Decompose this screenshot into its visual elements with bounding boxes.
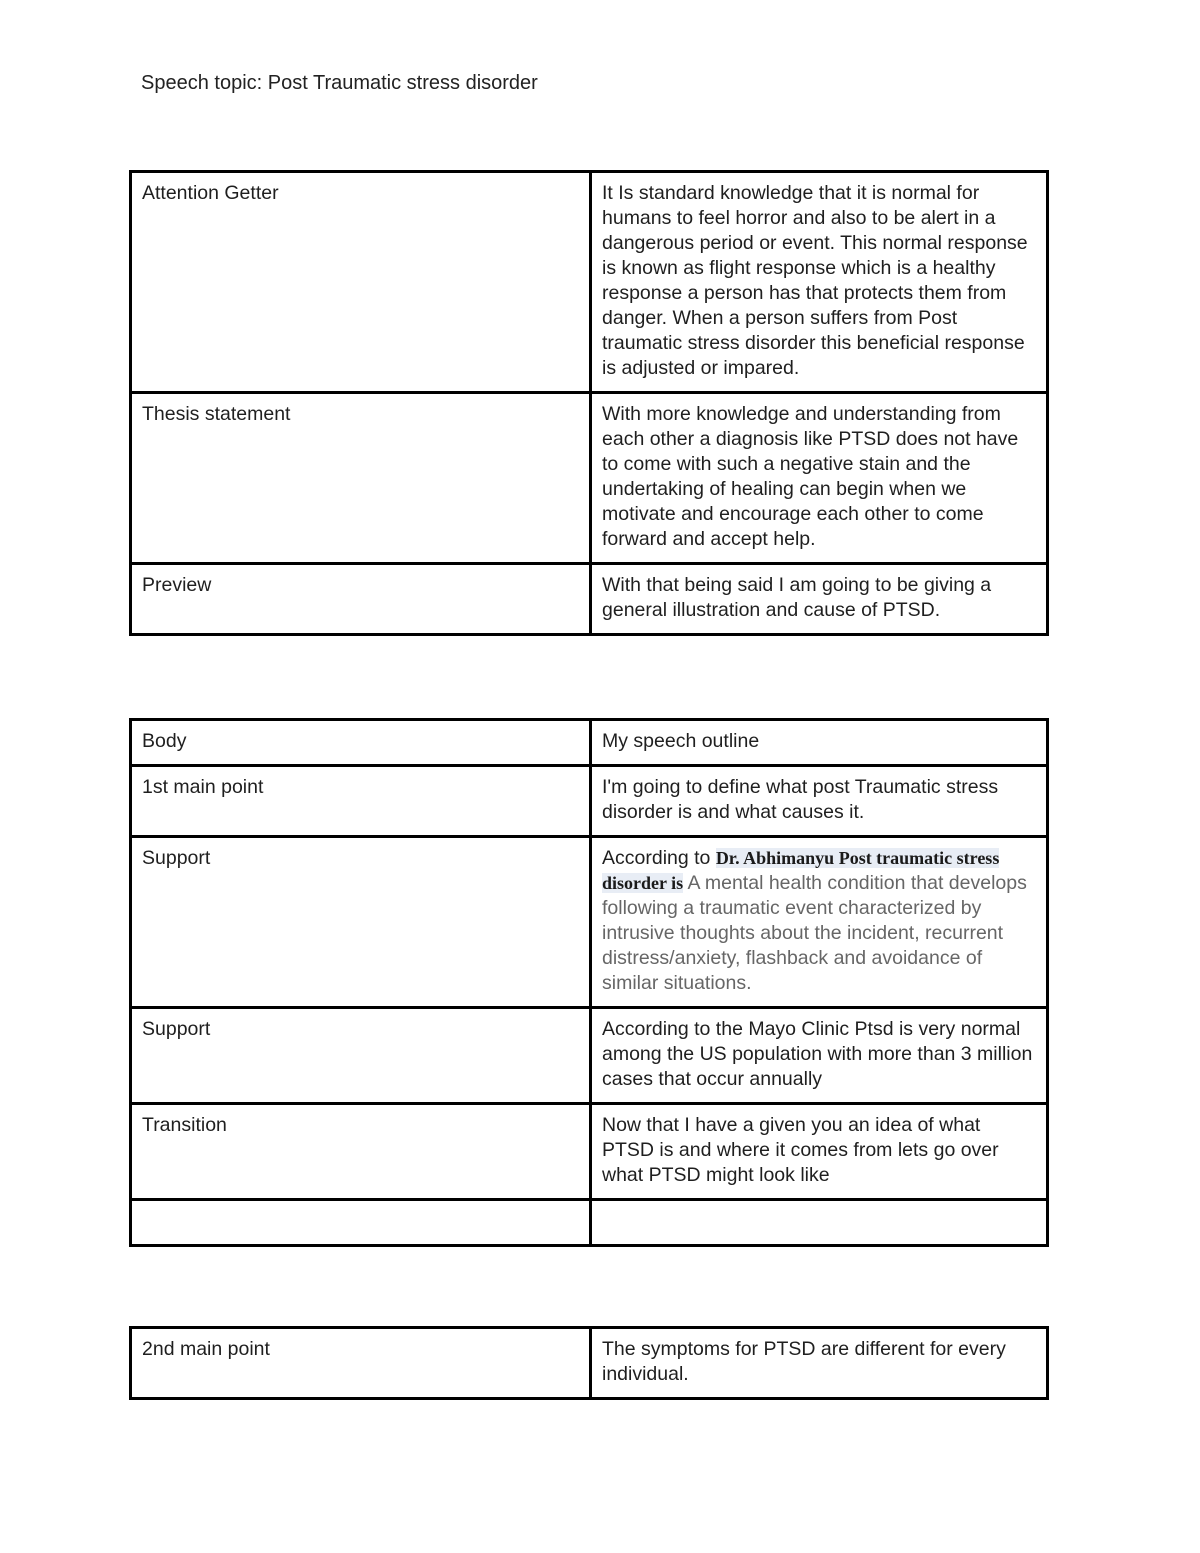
second-point-table xyxy=(129,1326,1049,1400)
support-1-label: Support xyxy=(131,837,591,1008)
table-row xyxy=(131,172,1048,393)
attention-getter-text: It Is standard knowledge that it is normal for humans to feel horror and also to be alert in a dangerous period or event. This normal response is known as flight response which is a healthy response a person has that protects them from danger. When a person suffers from Post traumatic stress disorder this beneficial response is adjusted or impared. xyxy=(591,172,1048,393)
body-header-label: Body xyxy=(131,720,591,766)
second-main-point-text: The symptoms for PTSD are different for every individual. xyxy=(591,1328,1048,1399)
first-main-point-label: 1st main point xyxy=(131,766,591,837)
support-1-prefix: According to xyxy=(602,847,716,869)
thesis-statement-label: Thesis statement xyxy=(131,393,591,564)
thesis-statement-text: With more knowledge and understanding from each other a diagnosis like PTSD does not have to come with such a negative stain and the undertaking of healing can begin when we motivate and encourage each other to come forward and accept help. xyxy=(591,393,1048,564)
table-row xyxy=(131,837,1048,1008)
table-row xyxy=(131,1328,1048,1399)
transition-label: Transition xyxy=(131,1104,591,1200)
preview-text: With that being said I am going to be giving a general illustration and cause of PTSD. xyxy=(591,564,1048,635)
table-row xyxy=(131,1104,1048,1200)
support-1-cell xyxy=(591,837,1048,1008)
page-title: Speech topic: Post Traumatic stress disorder xyxy=(141,72,538,94)
transition-text: Now that I have a given you an idea of what PTSD is and where it comes from lets go over what PTSD might look like xyxy=(591,1104,1048,1200)
table-row xyxy=(131,766,1048,837)
support-1-source: Dr. Abhimanyu Post traumatic stress disorder is xyxy=(602,848,1000,893)
support-2-label: Support xyxy=(131,1008,591,1104)
body-table xyxy=(129,718,1049,1247)
table-row xyxy=(131,720,1048,766)
empty-cell xyxy=(591,1200,1048,1246)
first-main-point-text: I'm going to define what post Traumatic stress disorder is and what causes it. xyxy=(591,766,1048,837)
support-2-text: According to the Mayo Clinic Ptsd is very normal among the US population with more than 3 million cases that occur annually xyxy=(591,1008,1048,1104)
table-row xyxy=(131,393,1048,564)
attention-getter-label: Attention Getter xyxy=(131,172,591,393)
empty-cell xyxy=(131,1200,591,1246)
preview-label: Preview xyxy=(131,564,591,635)
table-row-empty xyxy=(131,1200,1048,1246)
body-header-text: My speech outline xyxy=(591,720,1048,766)
table-row xyxy=(131,564,1048,635)
second-main-point-label: 2nd main point xyxy=(131,1328,591,1399)
intro-table xyxy=(129,170,1049,636)
support-1-quote: A mental health condition that develops following a traumatic event characterized by intrusive thoughts about the incident, recurrent distress/anxiety, flashback and avoidance of similar situations. xyxy=(602,872,1027,994)
table-row xyxy=(131,1008,1048,1104)
